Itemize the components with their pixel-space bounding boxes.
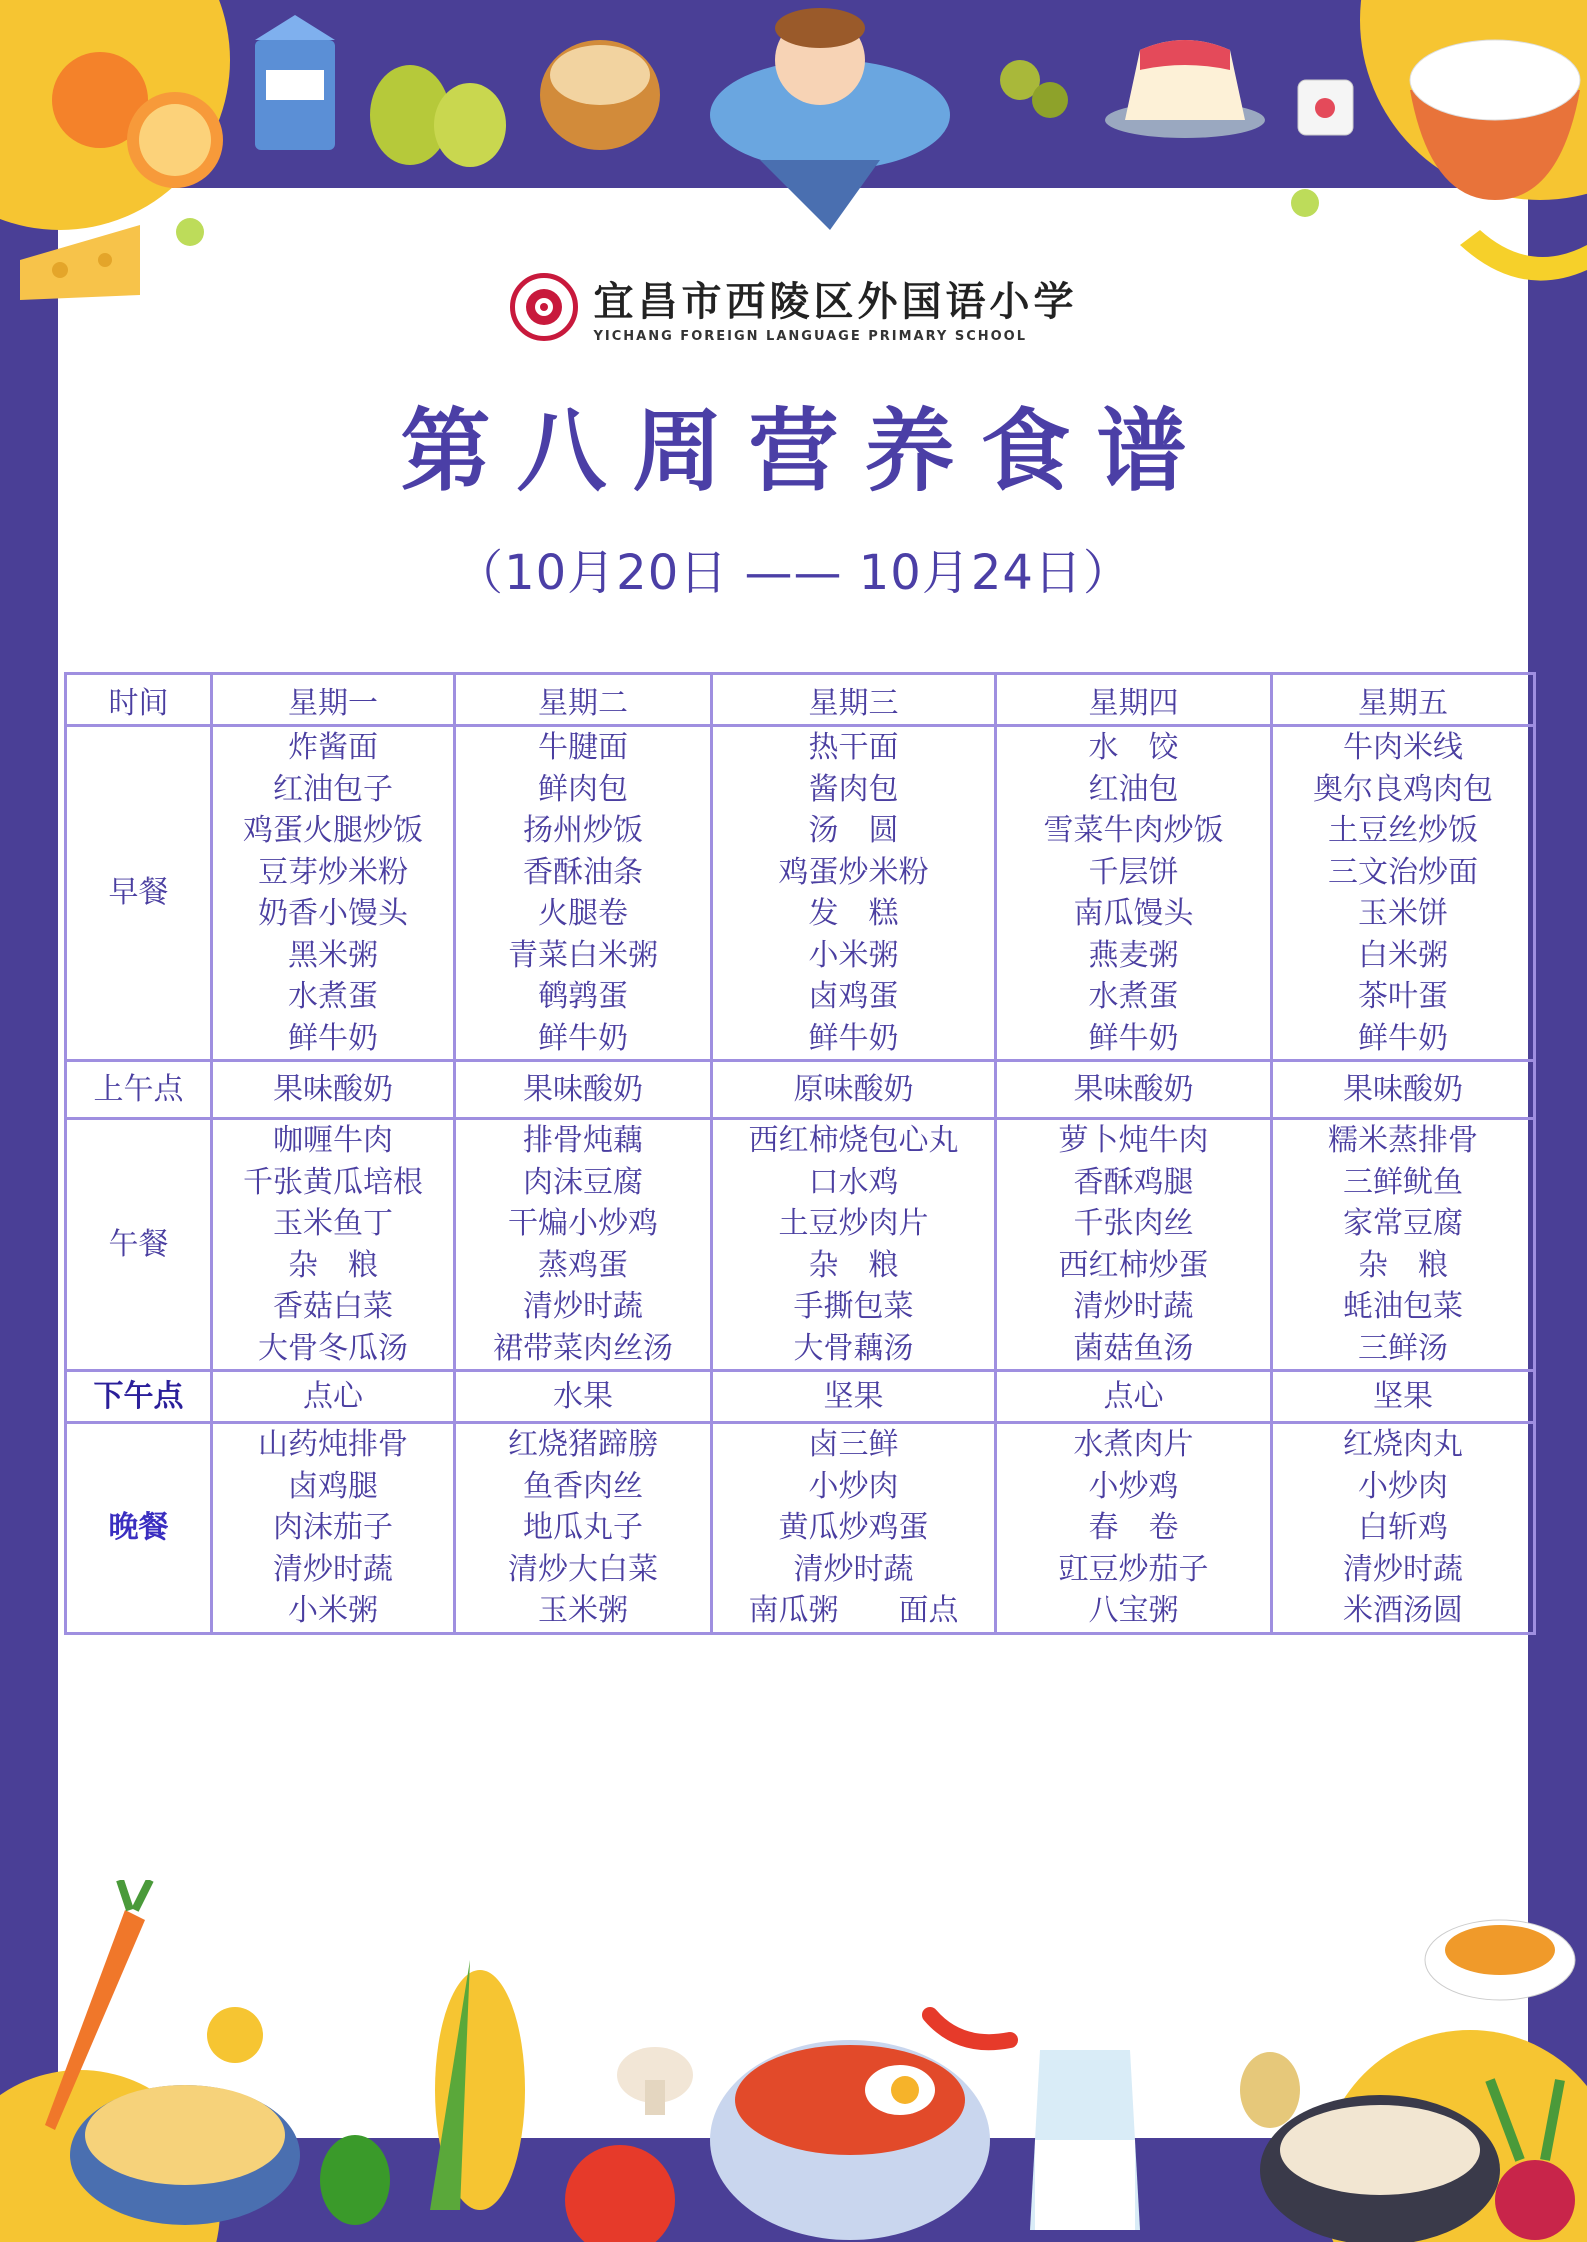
menu-cell (996, 1119, 1272, 1371)
dish-item: 土豆丝炒饭 (1328, 813, 1478, 848)
dish-item: 鲜牛奶 (538, 1020, 628, 1056)
potato-icon (1240, 2052, 1300, 2128)
milk-jug-icon (1030, 2050, 1140, 2230)
menu-cell (1272, 726, 1535, 1061)
dish-item: 清炒时蔬 (1343, 1551, 1463, 1587)
soup-bowl-icon (1260, 2095, 1500, 2242)
dish-item: 黄瓜炒鸡蛋 (778, 1510, 929, 1545)
dish-item: 点心 (1103, 1378, 1164, 1414)
dish-item: 鹌鹑蛋 (538, 979, 628, 1014)
meal-label: 早餐 (66, 726, 212, 1061)
meal-row (66, 1423, 1535, 1634)
meal-row (66, 726, 1535, 1061)
pear-icon (370, 65, 506, 167)
dish-item: 杂 粮 (808, 1247, 899, 1283)
menu-cell (455, 726, 712, 1061)
dish-item: 八宝粥 (1088, 1593, 1179, 1628)
day-header: 星期二 (455, 674, 712, 726)
day-header: 星期一 (212, 674, 455, 726)
dish-item: 卤三鲜 (808, 1427, 899, 1462)
menu-cell (212, 726, 455, 1061)
dish-item: 清炒时蔬 (273, 1551, 393, 1587)
mushroom-icon (617, 2047, 693, 2115)
menu-cell (1272, 1371, 1535, 1423)
menu-cell (455, 1061, 712, 1119)
dish-item: 千张肉丝 (1073, 1206, 1194, 1241)
day-header: 星期四 (996, 674, 1272, 726)
dish-item: 炸酱面 (288, 730, 378, 765)
dish-item: 奥尔良鸡肉包 (1313, 771, 1493, 807)
dish-item: 杂 粮 (1358, 1247, 1448, 1283)
menu-cell (712, 726, 996, 1061)
day-header: 星期三 (712, 674, 996, 726)
dish-item: 玉米饼 (1358, 896, 1448, 931)
dish-item: 小炒鸡 (1088, 1468, 1179, 1504)
dish-item: 南瓜粥 面点 (748, 1593, 959, 1628)
dish-item: 千层饼 (1088, 854, 1179, 890)
dish-item: 南瓜馒头 (1073, 896, 1194, 931)
school-emblem-icon (510, 273, 578, 341)
dish-item: 西红柿烧包心丸 (748, 1123, 959, 1158)
dish-item: 果味酸奶 (523, 1071, 643, 1107)
dish-item: 山药炖排骨 (258, 1427, 408, 1462)
dumpling-steamer-icon (540, 40, 660, 150)
dish-item: 三鲜汤 (1358, 1330, 1448, 1366)
dish-item: 清炒时蔬 (793, 1551, 914, 1587)
date-range: （10月20日 —— 10月24日） (455, 545, 1132, 601)
dish-item: 黑米粥 (288, 937, 378, 973)
dish-item: 玉米鱼丁 (273, 1206, 393, 1241)
dish-item: 玉米粥 (538, 1593, 628, 1628)
dish-item: 红油包 (1088, 771, 1179, 807)
dish-item: 坚果 (1373, 1378, 1433, 1414)
menu-cell (455, 1119, 712, 1371)
chili-icon (930, 2015, 1010, 2042)
dish-item: 鱼香肉丝 (523, 1468, 643, 1504)
dish-item: 牛腱面 (538, 730, 628, 765)
dish-item: 水果 (553, 1378, 613, 1414)
dish-item: 鲜肉包 (538, 771, 628, 807)
dish-item: 千张黄瓜培根 (243, 1164, 423, 1200)
dish-item: 小米粥 (808, 937, 899, 973)
dish-item: 萝卜炖牛肉 (1058, 1123, 1209, 1158)
dish-item: 卤鸡腿 (288, 1468, 378, 1504)
dish-item: 鲜牛奶 (1088, 1020, 1179, 1056)
dish-item: 香菇白菜 (273, 1289, 393, 1324)
menu-cell (455, 1423, 712, 1634)
dish-item: 清炒大白菜 (508, 1551, 658, 1587)
dish-item: 火腿卷 (538, 896, 628, 931)
dish-item: 干煸小炒鸡 (508, 1206, 658, 1241)
dish-item: 汤 圆 (808, 813, 899, 848)
menu-cell (996, 1371, 1272, 1423)
dish-item: 裙带菜肉丝汤 (493, 1330, 673, 1366)
tomato-icon (565, 2145, 675, 2242)
dish-item: 家常豆腐 (1343, 1206, 1463, 1241)
dish-item: 肉沫豆腐 (523, 1164, 643, 1200)
school-name-en: YICHANG FOREIGN LANGUAGE PRIMARY SCHOOL (593, 329, 1028, 344)
meal-label: 上午点 (66, 1061, 212, 1119)
dish-item: 肉沫茄子 (273, 1510, 393, 1545)
dish-item: 豆芽炒米粉 (258, 854, 408, 890)
dish-item: 手撕包菜 (793, 1289, 914, 1324)
time-column-header: 时间 (66, 674, 212, 726)
dish-item: 三文治炒面 (1328, 854, 1478, 890)
school-name-cn: 宜昌市西陵区外国语小学 (593, 278, 1078, 325)
meal-label: 下午点 (66, 1371, 212, 1423)
airplane-boy-icon (710, 8, 950, 230)
menu-cell (1272, 1119, 1535, 1371)
meal-row (66, 1371, 1535, 1423)
milk-carton-icon (255, 15, 335, 150)
pepper-icon (320, 2135, 390, 2225)
dish-item: 春 卷 (1088, 1510, 1179, 1545)
dish-item: 热干面 (808, 730, 899, 765)
dish-item: 红烧猪蹄膀 (508, 1427, 658, 1462)
meal-row (66, 1061, 1535, 1119)
dish-item: 发 糕 (808, 896, 899, 931)
bottom-food-illustrations (0, 1880, 1587, 2242)
yogurt-cup-icon (1298, 80, 1353, 135)
dish-item: 茶叶蛋 (1358, 979, 1448, 1014)
noodle-bowl-icon (70, 2085, 300, 2225)
dish-item: 雪菜牛肉炒饭 (1043, 813, 1224, 848)
dish-item: 鸡蛋火腿炒饭 (243, 813, 423, 848)
menu-cell (212, 1061, 455, 1119)
menu-cell (212, 1119, 455, 1371)
menu-cell (712, 1423, 996, 1634)
dish-item: 蒸鸡蛋 (538, 1247, 628, 1283)
dish-item: 清炒时蔬 (1073, 1289, 1194, 1324)
dish-item: 口水鸡 (808, 1164, 899, 1200)
dish-item: 鲜牛奶 (808, 1020, 899, 1056)
dish-item: 酱肉包 (808, 771, 899, 807)
dish-item: 小炒肉 (1358, 1468, 1448, 1504)
menu-cell (1272, 1423, 1535, 1634)
dish-item: 水煮肉片 (1073, 1427, 1194, 1462)
dish-item: 地瓜丸子 (523, 1510, 643, 1545)
menu-cell (212, 1371, 455, 1423)
menu-cell (712, 1371, 996, 1423)
dish-item: 菌菇鱼汤 (1073, 1330, 1194, 1366)
dish-item: 红烧肉丸 (1343, 1427, 1463, 1462)
menu-cell (455, 1371, 712, 1423)
dish-item: 大骨冬瓜汤 (258, 1330, 408, 1366)
dish-item: 扬州炒饭 (523, 813, 643, 848)
menu-cell (712, 1119, 996, 1371)
dish-item: 水煮蛋 (1088, 979, 1179, 1014)
page-title: 第八周营养食谱 (400, 399, 1213, 504)
school-logo (0, 270, 1587, 344)
dish-item: 牛肉米线 (1343, 730, 1463, 765)
dish-item: 香酥油条 (523, 854, 643, 890)
meal-label: 晚餐 (66, 1423, 212, 1634)
dish-item: 蚝油包菜 (1343, 1289, 1463, 1324)
dish-item: 水 饺 (1088, 730, 1179, 765)
dish-item: 水煮蛋 (288, 979, 378, 1014)
menu-cell (1272, 1061, 1535, 1119)
page-header (0, 270, 1587, 603)
olives-icon (1000, 60, 1068, 118)
pudding-icon (1105, 40, 1265, 138)
menu-cell (996, 1061, 1272, 1119)
dish-item: 香酥鸡腿 (1073, 1164, 1194, 1200)
menu-header-row (66, 674, 1535, 726)
dish-item: 果味酸奶 (273, 1071, 393, 1107)
dish-item: 三鲜鱿鱼 (1343, 1164, 1463, 1200)
dish-item: 果味酸奶 (1343, 1071, 1463, 1107)
pea-icon (1291, 189, 1319, 217)
dish-item: 坚果 (823, 1378, 884, 1414)
meal-label: 午餐 (66, 1119, 212, 1371)
dish-item: 大骨藕汤 (793, 1330, 914, 1366)
dish-item: 小米粥 (288, 1593, 378, 1628)
dish-item: 西红柿炒蛋 (1058, 1247, 1209, 1283)
dish-item: 白斩鸡 (1358, 1510, 1448, 1545)
day-header: 星期五 (1272, 674, 1535, 726)
dish-item: 清炒时蔬 (523, 1289, 643, 1324)
menu-cell (212, 1423, 455, 1634)
dish-item: 鲜牛奶 (1358, 1020, 1448, 1056)
dish-item: 红油包子 (273, 771, 393, 807)
seafood-bowl-icon (710, 2040, 990, 2240)
dish-item: 鸡蛋炒米粉 (778, 854, 929, 890)
pea-icon (176, 218, 204, 246)
dish-item: 果味酸奶 (1073, 1071, 1194, 1107)
yellow-dot-decoration (207, 2007, 263, 2063)
dish-item: 小炒肉 (808, 1468, 899, 1504)
dish-item: 白米粥 (1358, 937, 1448, 973)
dish-item: 燕麦粥 (1088, 937, 1179, 973)
dish-item: 米酒汤圆 (1343, 1593, 1463, 1628)
menu-table (64, 672, 1536, 1635)
menu-cell (996, 726, 1272, 1061)
dish-item: 点心 (303, 1378, 363, 1414)
menu-cell (712, 1061, 996, 1119)
dish-item: 鲜牛奶 (288, 1020, 378, 1056)
dish-item: 土豆炒肉片 (778, 1206, 929, 1241)
dumpling-plate-icon (1425, 1920, 1575, 2000)
dish-item: 杂 粮 (288, 1247, 378, 1283)
dish-item: 原味酸奶 (793, 1071, 914, 1107)
meal-row (66, 1119, 1535, 1371)
dish-item: 卤鸡蛋 (808, 979, 899, 1014)
dish-item: 豇豆炒茄子 (1058, 1551, 1209, 1587)
dish-item: 奶香小馒头 (258, 896, 408, 931)
dish-item: 排骨炖藕 (523, 1123, 643, 1158)
dish-item: 青菜白米粥 (508, 937, 658, 973)
dish-item: 糯米蒸排骨 (1328, 1123, 1478, 1158)
menu-cell (996, 1423, 1272, 1634)
corn-icon (430, 1960, 525, 2210)
dish-item: 咖喱牛肉 (273, 1123, 393, 1158)
